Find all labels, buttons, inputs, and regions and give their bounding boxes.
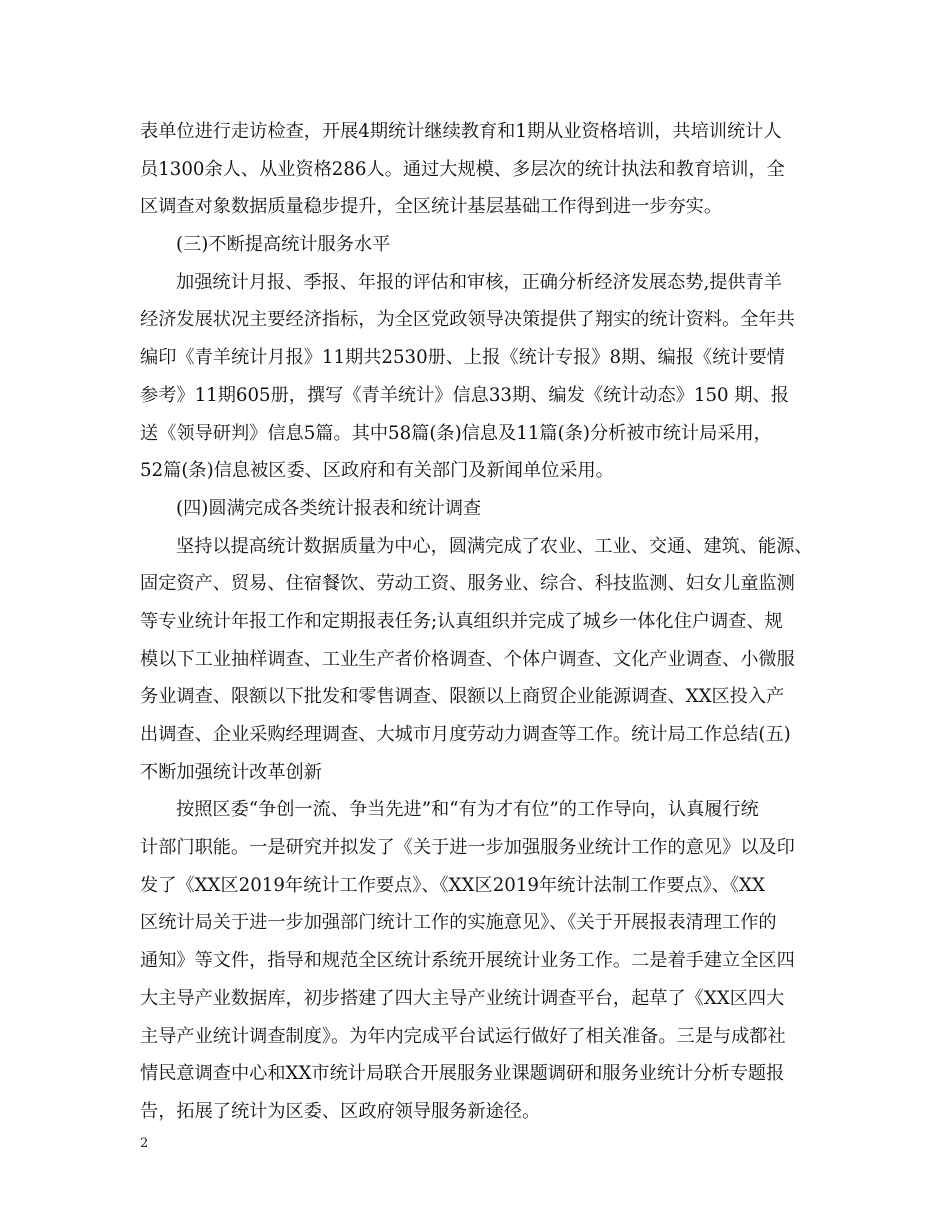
- text-line: 不断加强统计改革创新: [140, 761, 322, 783]
- text-line: (四)圆满完成各类统计报表和统计调查: [176, 497, 482, 519]
- text-line: 告，拓展了统计为区委、区政府领导服务新途径。: [140, 1100, 541, 1122]
- text-line: 送《领导研判》信息5篇。其中58篇(条)信息及11篇(条)分析被市统计局采用，: [140, 422, 772, 444]
- text-line: 通知》等文件，指导和规范全区统计系统开展统计业务工作。二是着手建立全区四: [140, 950, 795, 972]
- text-line: 坚持以提高统计数据质量为中心，圆满完成了农业、工业、交通、建筑、能源、: [176, 535, 813, 557]
- text-line: (三)不断提高统计服务水平: [176, 234, 391, 256]
- text-line: 参考》11期605册，撰写《青羊统计》信息33期、编发《统计动态》150 期、报: [140, 384, 789, 406]
- text-line: 发了《XX区2019年统计工作要点》、《XX区2019年统计法制工作要点》、《XX: [140, 874, 765, 896]
- document-body: [140, 113, 830, 1131]
- text-line: 加强统计月报、季报、年报的评估和审核，正确分析经济发展态势,提供青羊: [176, 271, 782, 293]
- text-line: 情民意调查中心和XX市统计局联合开展服务业课题调研和服务业统计分析专题报: [140, 1063, 785, 1085]
- text-line: 模以下工业抽样调查、工业生产者价格调查、个体户调查、文化产业调查、小微服: [140, 648, 795, 670]
- text-line: 员1300余人、从业资格286人。通过大规模、多层次的统计执法和教育培训，全: [140, 158, 785, 180]
- text-line: 主导产业统计调查制度》。为年内完成平台试运行做好了相关准备。三是与成都社: [140, 1025, 786, 1047]
- text-line: 表单位进行走访检查，开展4期统计继续教育和1期从业资格培训，共培训统计人: [140, 121, 782, 142]
- text-line: 务业调查、限额以下批发和零售调查、限额以上商贸企业能源调查、XX区投入产: [140, 686, 785, 708]
- page-number: 2: [140, 1136, 149, 1151]
- text-line: 计部门职能。一是研究并拟发了《关于进一步加强服务业统计工作的意见》以及印: [140, 837, 795, 859]
- text-line: 出调查、企业采购经理调查、大城市月度劳动力调查等工作。统计局工作总结(五): [140, 724, 791, 745]
- text-line: 等专业统计年报工作和定期报表任务;认真组织并完成了城乡一体化住户调查、规: [140, 610, 783, 632]
- text-line: 按照区委“争创一流、争当先进”和“有为才有位”的工作导向，认真履行统: [176, 799, 759, 821]
- text-line: 区统计局关于进一步加强部门统计工作的实施意见》、《关于开展报表清理工作的: [140, 912, 777, 934]
- text-line: 大主导产业数据库，初步搭建了四大主导产业统计调查平台，起草了《XX区四大: [140, 987, 785, 1009]
- text-line: 52篇(条)信息被区委、区政府和有关部门及新闻单位采用。: [140, 460, 614, 482]
- text-line: 区调查对象数据质量稳步提升，全区统计基层基础工作得到进一步夯实。: [140, 196, 723, 218]
- text-line: 固定资产、贸易、住宿餐饮、劳动工资、服务业、综合、科技监测、妇女儿童监测: [140, 573, 795, 595]
- text-line: 编印《青羊统计月报》11期共2530册、上报《统计专报》8期、编报《统计要情: [140, 347, 785, 369]
- text-line: 经济发展状况主要经济指标，为全区党政领导决策提供了翔实的统计资料。全年共: [140, 309, 795, 331]
